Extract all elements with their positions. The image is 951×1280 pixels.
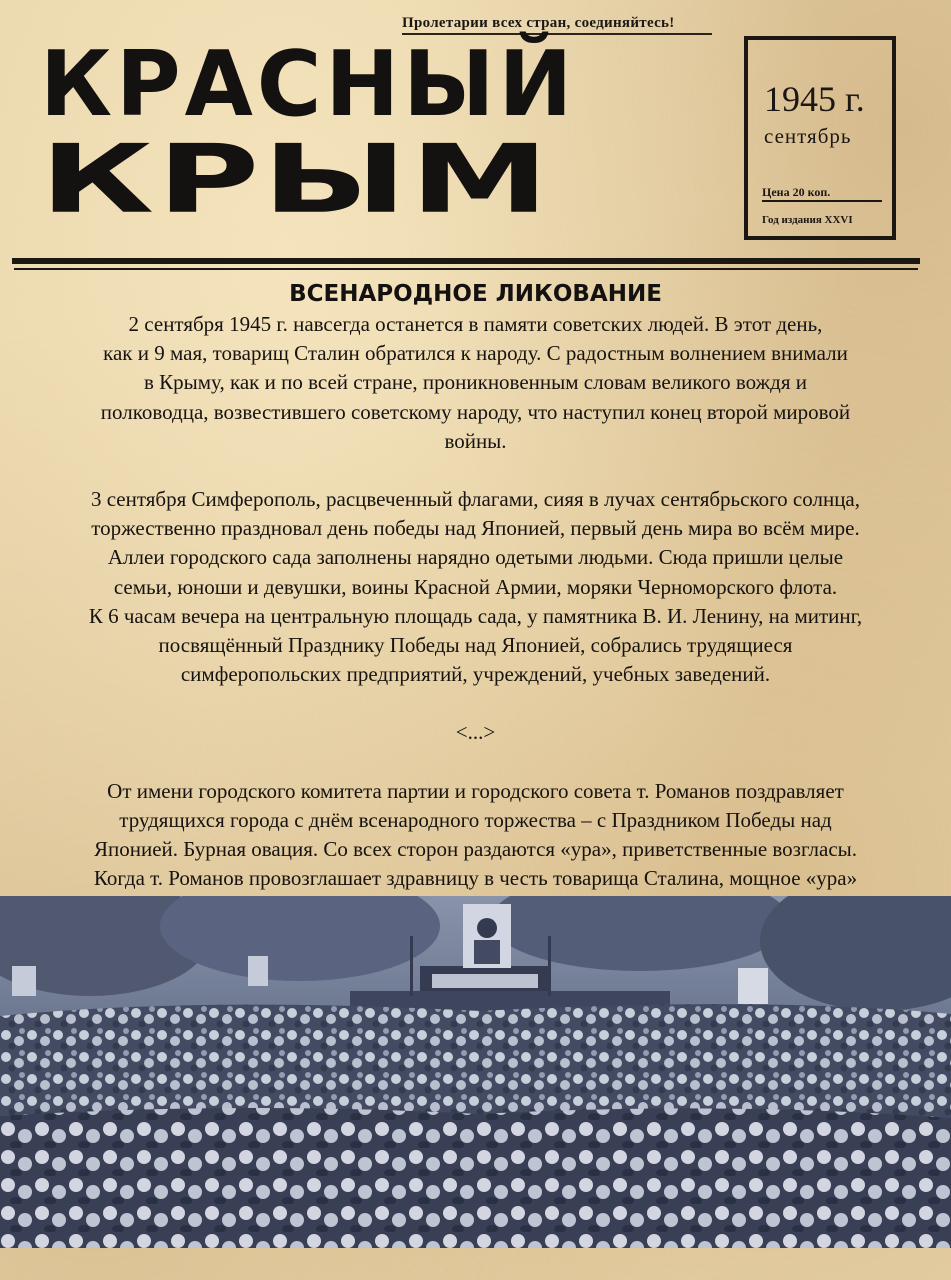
- paragraph-line: посвящённый Празднику Победы над Японией, собрались трудящиеся: [158, 633, 793, 658]
- paragraph-line: войны.: [444, 428, 507, 453]
- paragraph-line: торжественно праздновал день победы над Японией, первый день мира во всём мире.: [91, 516, 860, 541]
- masthead-rule-thick: [12, 258, 920, 264]
- newspaper-masthead: [0, 0, 951, 272]
- masthead-rule-thin: [14, 268, 918, 270]
- paragraph-line: Когда т. Романов провозглашает здравницу в честь товарища Сталина, мощное «ура»: [93, 866, 858, 891]
- paragraph-line: К 6 часам вечера на центральную площадь сада, у памятника В. И. Ленину, на митинг,: [88, 603, 863, 628]
- issue-date-box: [744, 36, 896, 240]
- paragraph-line: От имени городского комитета партии и городского совета т. Романов поздравляет: [107, 778, 844, 803]
- masthead-slogan: Пролетарии всех стран, соединяйтесь!: [402, 15, 712, 35]
- paragraph-line: Аллеи городского сада заполнены нарядно одетыми людьми. Сюда пришли целые: [107, 545, 844, 570]
- newspaper-title-line-2: КРЫМ: [40, 124, 553, 235]
- issue-month: сентябрь: [764, 124, 852, 148]
- paragraph-line: Японией. Бурная овация. Со всех сторон раздаются «ура», приветственные возгласы.: [93, 837, 858, 862]
- crowd-rally-photo: [0, 896, 951, 1248]
- paragraph-line: трудящихся города с днём всенародного торжества – с Праздником Победы над: [119, 807, 832, 832]
- paragraph-gap: [0, 456, 951, 485]
- paragraph-line: семьи, юноши и девушки, воины Красной Армии, моряки Черноморского флота.: [113, 574, 838, 599]
- article-paragraph-1: [10, 310, 941, 456]
- paragraph-gap: [0, 689, 951, 718]
- paragraph-line: полководца, возвестившего советскому народу, что наступил конец второй мировой: [100, 399, 851, 424]
- paragraph-line: как и 9 мая, товарищ Сталин обратился к народу. С радостным волнением внимали: [103, 341, 848, 366]
- omission-mark: <...>: [455, 720, 496, 745]
- paragraph-line: 2 сентября 1945 г. навсегда останется в памяти советских людей. В этот день,: [128, 312, 823, 336]
- article: [0, 278, 951, 923]
- issue-year: 1945 г.: [764, 79, 865, 119]
- crowd-photo-illustration: [0, 896, 951, 1248]
- issue-edition: Год издания XXVI: [762, 214, 853, 226]
- paragraph-gap: [0, 748, 951, 777]
- article-headline: ВСЕНАРОДНОЕ ЛИКОВАНИЕ: [289, 281, 662, 307]
- newspaper-title-line-1: КРАСНЫЙ: [40, 32, 577, 137]
- issue-price: Цена 20 коп.: [762, 185, 882, 202]
- paragraph-line: в Крыму, как и по всей стране, проникновенным словам великого вождя и: [143, 370, 807, 395]
- paragraph-line: 3 сентября Симферополь, расцвеченный флагами, сияя в лучах сентябрьского солнца,: [90, 487, 861, 512]
- article-paragraph-2: [10, 485, 941, 689]
- paragraph-line: симферопольских предприятий, учреждений, учебных заведений.: [180, 662, 771, 687]
